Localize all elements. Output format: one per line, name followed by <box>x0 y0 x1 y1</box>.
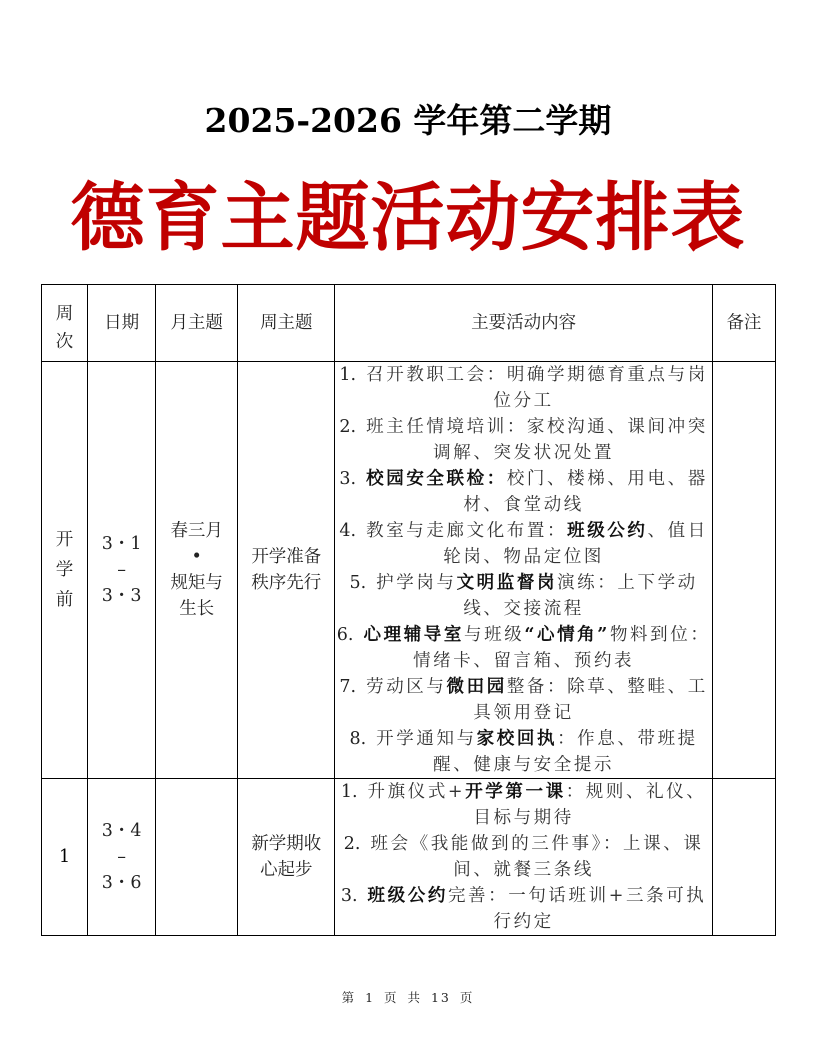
activity-text: 劳动区与 <box>366 677 447 697</box>
activity-number: 3. <box>340 886 358 906</box>
date-end: 3・6 <box>101 873 142 893</box>
activity-number: 2. <box>339 417 357 437</box>
activity-number: 1. <box>340 782 358 802</box>
activity-text: 升旗仪式+ <box>367 782 466 802</box>
activity-text: 开学通知与 <box>376 729 477 749</box>
cell-week-theme: 新学期收心起步 <box>238 779 335 936</box>
cell-month-theme <box>156 779 238 936</box>
activity-number: 1. <box>339 365 357 385</box>
activity-text: 班主任情境培训：家校沟通、课间冲突调解、突发状况处置 <box>366 417 708 463</box>
table-header-row <box>42 285 776 362</box>
date-separator: – <box>117 847 126 867</box>
activity-text: 物料到位：情绪卡、留言箱、预约表 <box>413 625 711 671</box>
activity-number: 3. <box>339 469 357 489</box>
cell-date <box>88 362 156 779</box>
activity-item <box>335 414 712 466</box>
activity-item <box>335 518 712 570</box>
month-theme-line2: 规矩与生长 <box>170 573 223 619</box>
table-row <box>42 779 776 936</box>
activity-text: 班会《我能做到的三件事》：上课、课间、就餐三条线 <box>370 834 704 880</box>
cell-note <box>712 362 775 779</box>
activity-emphasis: 微田园 <box>446 677 507 697</box>
activity-text: 校门、楼梯、用电、器材、食堂动线 <box>463 469 708 515</box>
header-note: 备注 <box>712 285 775 362</box>
activity-number: 2. <box>343 834 361 854</box>
activity-text: ：作息、带班提醒、健康与安全提示 <box>433 729 698 775</box>
activity-item <box>335 362 712 414</box>
table-row <box>42 362 776 779</box>
activity-emphasis: “心情角” <box>524 625 610 645</box>
activity-emphasis: 心理辅导室 <box>363 625 464 645</box>
cell-week-theme: 开学准备秩序先行 <box>238 362 335 779</box>
activity-emphasis: 班级公约 <box>367 886 448 906</box>
activity-emphasis: 校园安全联检： <box>366 469 507 489</box>
activity-item <box>335 883 712 935</box>
document-subtitle: 2025-2026 学年第二学期 <box>204 101 612 140</box>
activity-text: 与班级 <box>464 625 525 645</box>
activity-item <box>335 622 712 674</box>
activity-number: 6. <box>336 625 354 645</box>
activity-emphasis: 文明监督岗 <box>456 573 558 593</box>
activity-item <box>335 570 712 622</box>
activity-number: 7. <box>339 677 357 697</box>
cell-month-theme <box>156 362 238 779</box>
cell-date <box>88 779 156 936</box>
activity-number: 5. <box>349 573 367 593</box>
month-theme-line1: 春三月 <box>170 521 223 541</box>
activity-text: 教室与走廊文化布置： <box>366 521 568 541</box>
date-separator: – <box>117 560 126 580</box>
date-start: 3・1 <box>101 534 142 554</box>
date-start: 3・4 <box>101 821 142 841</box>
activity-text: 、值日轮岗、物品定位图 <box>443 521 708 567</box>
cell-note <box>712 779 775 936</box>
header-week-theme: 周主题 <box>238 285 335 362</box>
activity-text: 召开教职工会：明确学期德育重点与岗位分工 <box>366 365 708 411</box>
activity-text: 整备：除草、整畦、工具领用登记 <box>473 677 708 723</box>
activity-item <box>335 466 712 518</box>
activity-item <box>335 831 712 883</box>
cell-activities <box>335 779 713 936</box>
month-theme-dot: • <box>191 547 202 567</box>
document-title: 德育主题活动安排表 <box>70 175 746 261</box>
activity-emphasis: 开学第一课 <box>465 782 566 802</box>
header-week: 周次 <box>42 285 88 362</box>
header-content: 主要活动内容 <box>335 285 713 362</box>
cell-activities <box>335 362 713 779</box>
activity-item <box>335 779 712 831</box>
activity-number: 4. <box>339 521 357 541</box>
activity-text: ：规则、礼仪、目标与期待 <box>473 782 707 828</box>
activity-number: 8. <box>349 729 367 749</box>
activity-text: 护学岗与 <box>376 573 457 593</box>
cell-week: 1 <box>42 779 88 936</box>
activity-text: 演练：上下学动线、交接流程 <box>463 573 698 619</box>
activity-emphasis: 班级公约 <box>567 521 648 541</box>
activity-item <box>335 726 712 778</box>
header-month-theme: 月主题 <box>156 285 238 362</box>
activity-text: 完善：一句话班训+三条可执行约定 <box>447 886 707 932</box>
activity-emphasis: 家校回执 <box>476 729 558 749</box>
activity-item <box>335 674 712 726</box>
page-number: 第 1 页 共 13 页 <box>341 990 475 1005</box>
schedule-table <box>41 284 776 936</box>
header-date: 日期 <box>88 285 156 362</box>
cell-week: 开学前 <box>42 362 88 779</box>
date-end: 3・3 <box>101 586 142 606</box>
